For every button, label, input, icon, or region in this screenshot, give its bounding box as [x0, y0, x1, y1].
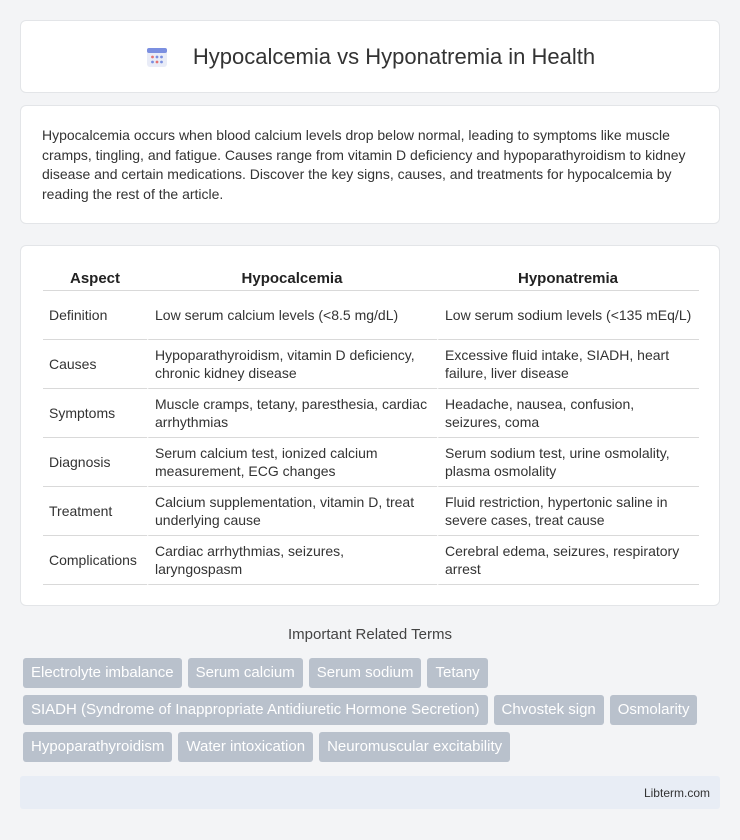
hypocalcemia-cell: Muscle cramps, tetany, paresthesia, cardiac arrhythmias [147, 389, 437, 438]
row-aspect: Causes [43, 340, 147, 389]
hyponatremia-cell: Cerebral edema, seizures, respiratory arrest [437, 536, 699, 585]
related-term-tag[interactable]: Serum calcium [188, 658, 303, 688]
footer-site-link[interactable]: Libterm.com [643, 786, 710, 800]
page-title: Hypocalcemia vs Hyponatremia in Health [192, 43, 596, 69]
hypocalcemia-cell: Cardiac arrhythmias, seizures, laryngospasm [147, 536, 437, 585]
related-terms-list [23, 658, 723, 762]
hyponatremia-cell: Low serum sodium levels (<135 mEq/L) [437, 291, 699, 340]
row-aspect: Treatment [43, 487, 147, 536]
related-terms-title: Important Related Terms [288, 626, 452, 643]
table-row [43, 340, 699, 389]
table-row [43, 291, 699, 340]
related-term-tag[interactable]: Hypoparathyroidism [23, 732, 172, 762]
hyponatremia-cell: Headache, nausea, confusion, seizures, coma [437, 389, 699, 438]
table-row [43, 438, 699, 487]
intro-card [20, 105, 720, 224]
table-row [43, 487, 699, 536]
header-card [20, 20, 720, 93]
table-row [43, 389, 699, 438]
row-aspect: Symptoms [43, 389, 147, 438]
related-term-tag[interactable]: Serum sodium [309, 658, 422, 688]
row-aspect: Definition [43, 291, 147, 340]
calendar-grid-icon [145, 45, 169, 69]
column-header-hypocalcemia: Hypocalcemia [147, 264, 437, 291]
column-header-aspect: Aspect [43, 264, 147, 291]
hypocalcemia-cell: Low serum calcium levels (<8.5 mg/dL) [147, 291, 437, 340]
hyponatremia-cell: Serum sodium test, urine osmolality, plasma osmolality [437, 438, 699, 487]
hyponatremia-cell: Excessive fluid intake, SIADH, heart failure, liver disease [437, 340, 699, 389]
related-term-tag[interactable]: Electrolyte imbalance [23, 658, 182, 688]
comparison-table [43, 264, 699, 585]
related-term-tag[interactable]: Tetany [427, 658, 487, 688]
comparison-card [20, 245, 720, 606]
related-term-tag[interactable]: Chvostek sign [494, 695, 604, 725]
intro-paragraph: Hypocalcemia occurs when blood calcium levels drop below normal, leading to symptoms like muscle cramps, tingling, and fatigue. Causes range from vitamin D deficiency and hypoparathyroidism to kidney disease and certain medications. Discover the key signs, causes, and treatments for hypocalcemia by reading the rest of the article. [42, 127, 686, 202]
row-aspect: Complications [43, 536, 147, 585]
table-header-row [43, 264, 699, 291]
hypocalcemia-cell: Calcium supplementation, vitamin D, treat underlying cause [147, 487, 437, 536]
footer [20, 776, 720, 809]
related-term-tag[interactable]: Osmolarity [610, 695, 698, 725]
related-term-tag[interactable]: Water intoxication [178, 732, 313, 762]
related-term-tag[interactable]: Neuromuscular excitability [319, 732, 510, 762]
related-term-tag[interactable]: SIADH (Syndrome of Inappropriate Antidiuretic Hormone Secretion) [23, 695, 488, 725]
row-aspect: Diagnosis [43, 438, 147, 487]
column-header-hyponatremia: Hyponatremia [437, 264, 699, 291]
hypocalcemia-cell: Hypoparathyroidism, vitamin D deficiency, chronic kidney disease [147, 340, 437, 389]
table-row [43, 536, 699, 585]
hypocalcemia-cell: Serum calcium test, ionized calcium measurement, ECG changes [147, 438, 437, 487]
hyponatremia-cell: Fluid restriction, hypertonic saline in severe cases, treat cause [437, 487, 699, 536]
